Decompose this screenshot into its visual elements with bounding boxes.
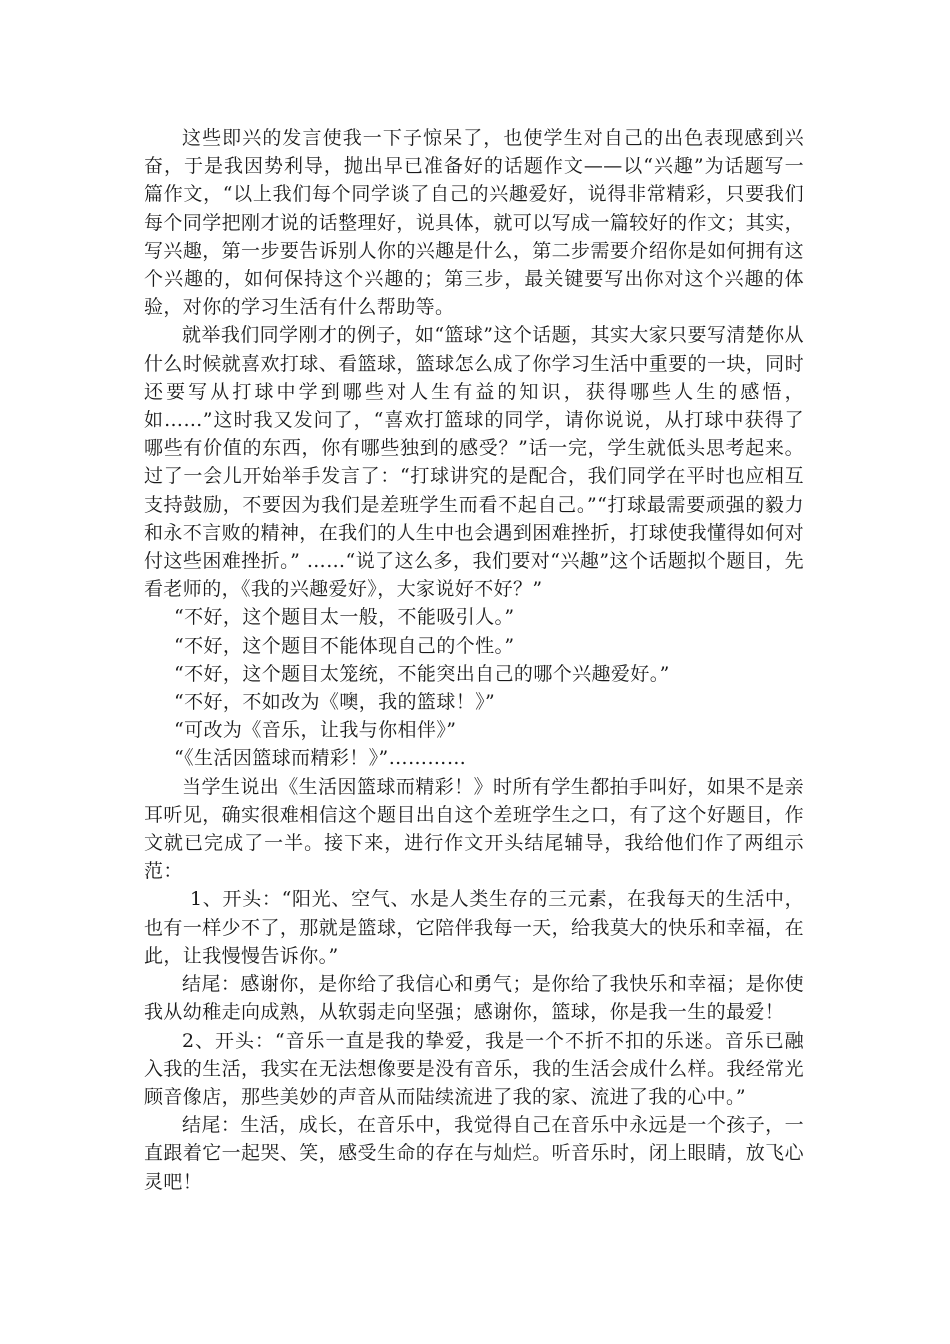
- paragraph-basketball-example: 就举我们同学刚才的例子，如“篮球”这个话题，其实大家只要写清楚你从什么时候就喜欢打球、看篮球，篮球怎么成了你学习生活中重要的一块，同时还要写从打球中学到哪些对人生有益的知识，获得哪些人生的感悟，如……”这时我又发问了，“喜欢打篮球的同学，请你说说，从打球中获得了哪些有价值的东西，你有哪些独到的感受？”话一完，学生就低头思考起来。过了一会儿开始举手发言了：“打球讲究的是配合，我们同学在平时也应相互支持鼓励，不要因为我们是差班学生而看不起自己。”“打球最需要顽强的毅力和永不言败的精神，在我们的人生中也会遇到困难挫折，打球使我懂得如何对付这些困难挫折。” ……“说了这么多，我们要对“兴趣”这个话题拟个题目，先看老师的，《我的兴趣爱好》，大家说好不好？”: [144, 324, 804, 601]
- dialog-line-6: “《生活因篮球而精彩！》”…………: [174, 747, 467, 770]
- dialog-line-4: “不好，不如改为《噢，我的篮球！》”: [174, 691, 496, 714]
- example-1-ending: 结尾：感谢你，是你给了我信心和勇气；是你给了我快乐和幸福；是你使我从幼稚走向成熟，从软弱走向坚强；感谢你，篮球，你是我一生的最爱！: [144, 973, 804, 1024]
- dialog-line-2: “不好，这个题目不能体现自己的个性。”: [174, 634, 515, 657]
- example-1-opening: 1、开头：“阳光、空气、水是人类生存的三元素，在我每天的生活中，也有一样少不了，那就是篮球，它陪伴我每一天，给我莫大的快乐和幸福，在此，让我慢慢告诉你。”: [144, 888, 804, 967]
- paragraph-intro: 这些即兴的发言使我一下子惊呆了，也使学生对自己的出色表现感到兴奋，于是我因势利导，抛出早已准备好的话题作文——以“兴趣”为话题写一篇作文，“以上我们每个同学谈了自己的兴趣爱好，说得非常精彩，只要我们每个同学把刚才说的话整理好，说具体，就可以写成一篇较好的作文；其实，写兴趣，第一步要告诉别人你的兴趣是什么，第二步需要介绍你是如何拥有这个兴趣的，如何保持这个兴趣的；第三步，最关键要写出你对这个兴趣的体验，对你的学习生活有什么帮助等。: [144, 127, 804, 319]
- example-2-ending: 结尾：生活，成长，在音乐中，我觉得自己在音乐中永远是一个孩子，一直跟着它一起哭、笑，感受生命的存在与灿烂。听音乐时，闭上眼睛，放飞心灵吧！: [144, 1114, 804, 1193]
- document-body: [144, 124, 804, 1196]
- dialog-line-5: “可改为《音乐，让我与你相伴》”: [174, 719, 457, 742]
- dialog-line-3: “不好，这个题目太笼统，不能突出自己的哪个兴趣爱好。”: [174, 662, 670, 685]
- paragraph-title-applause: 当学生说出《生活因篮球而精彩！》时所有学生都拍手叫好，如果不是亲耳听见，确实很难相信这个题目出自这个差班学生之口，有了这个好题目，作文就已完成了一半。接下来，进行作文开头结尾辅导，我给他们作了两组示范：: [144, 775, 804, 883]
- example-2-opening: 2、开头：“音乐一直是我的挚爱，我是一个不折不扣的乐迷。音乐已融入我的生活，我实在无法想像要是没有音乐，我的生活会成什么样。我经常光顾音像店，那些美妙的声音从而陆续流进了我的家、流进了我的心中。”: [144, 1029, 804, 1108]
- dialog-line-1: “不好，这个题目太一般，不能吸引人。”: [174, 606, 515, 629]
